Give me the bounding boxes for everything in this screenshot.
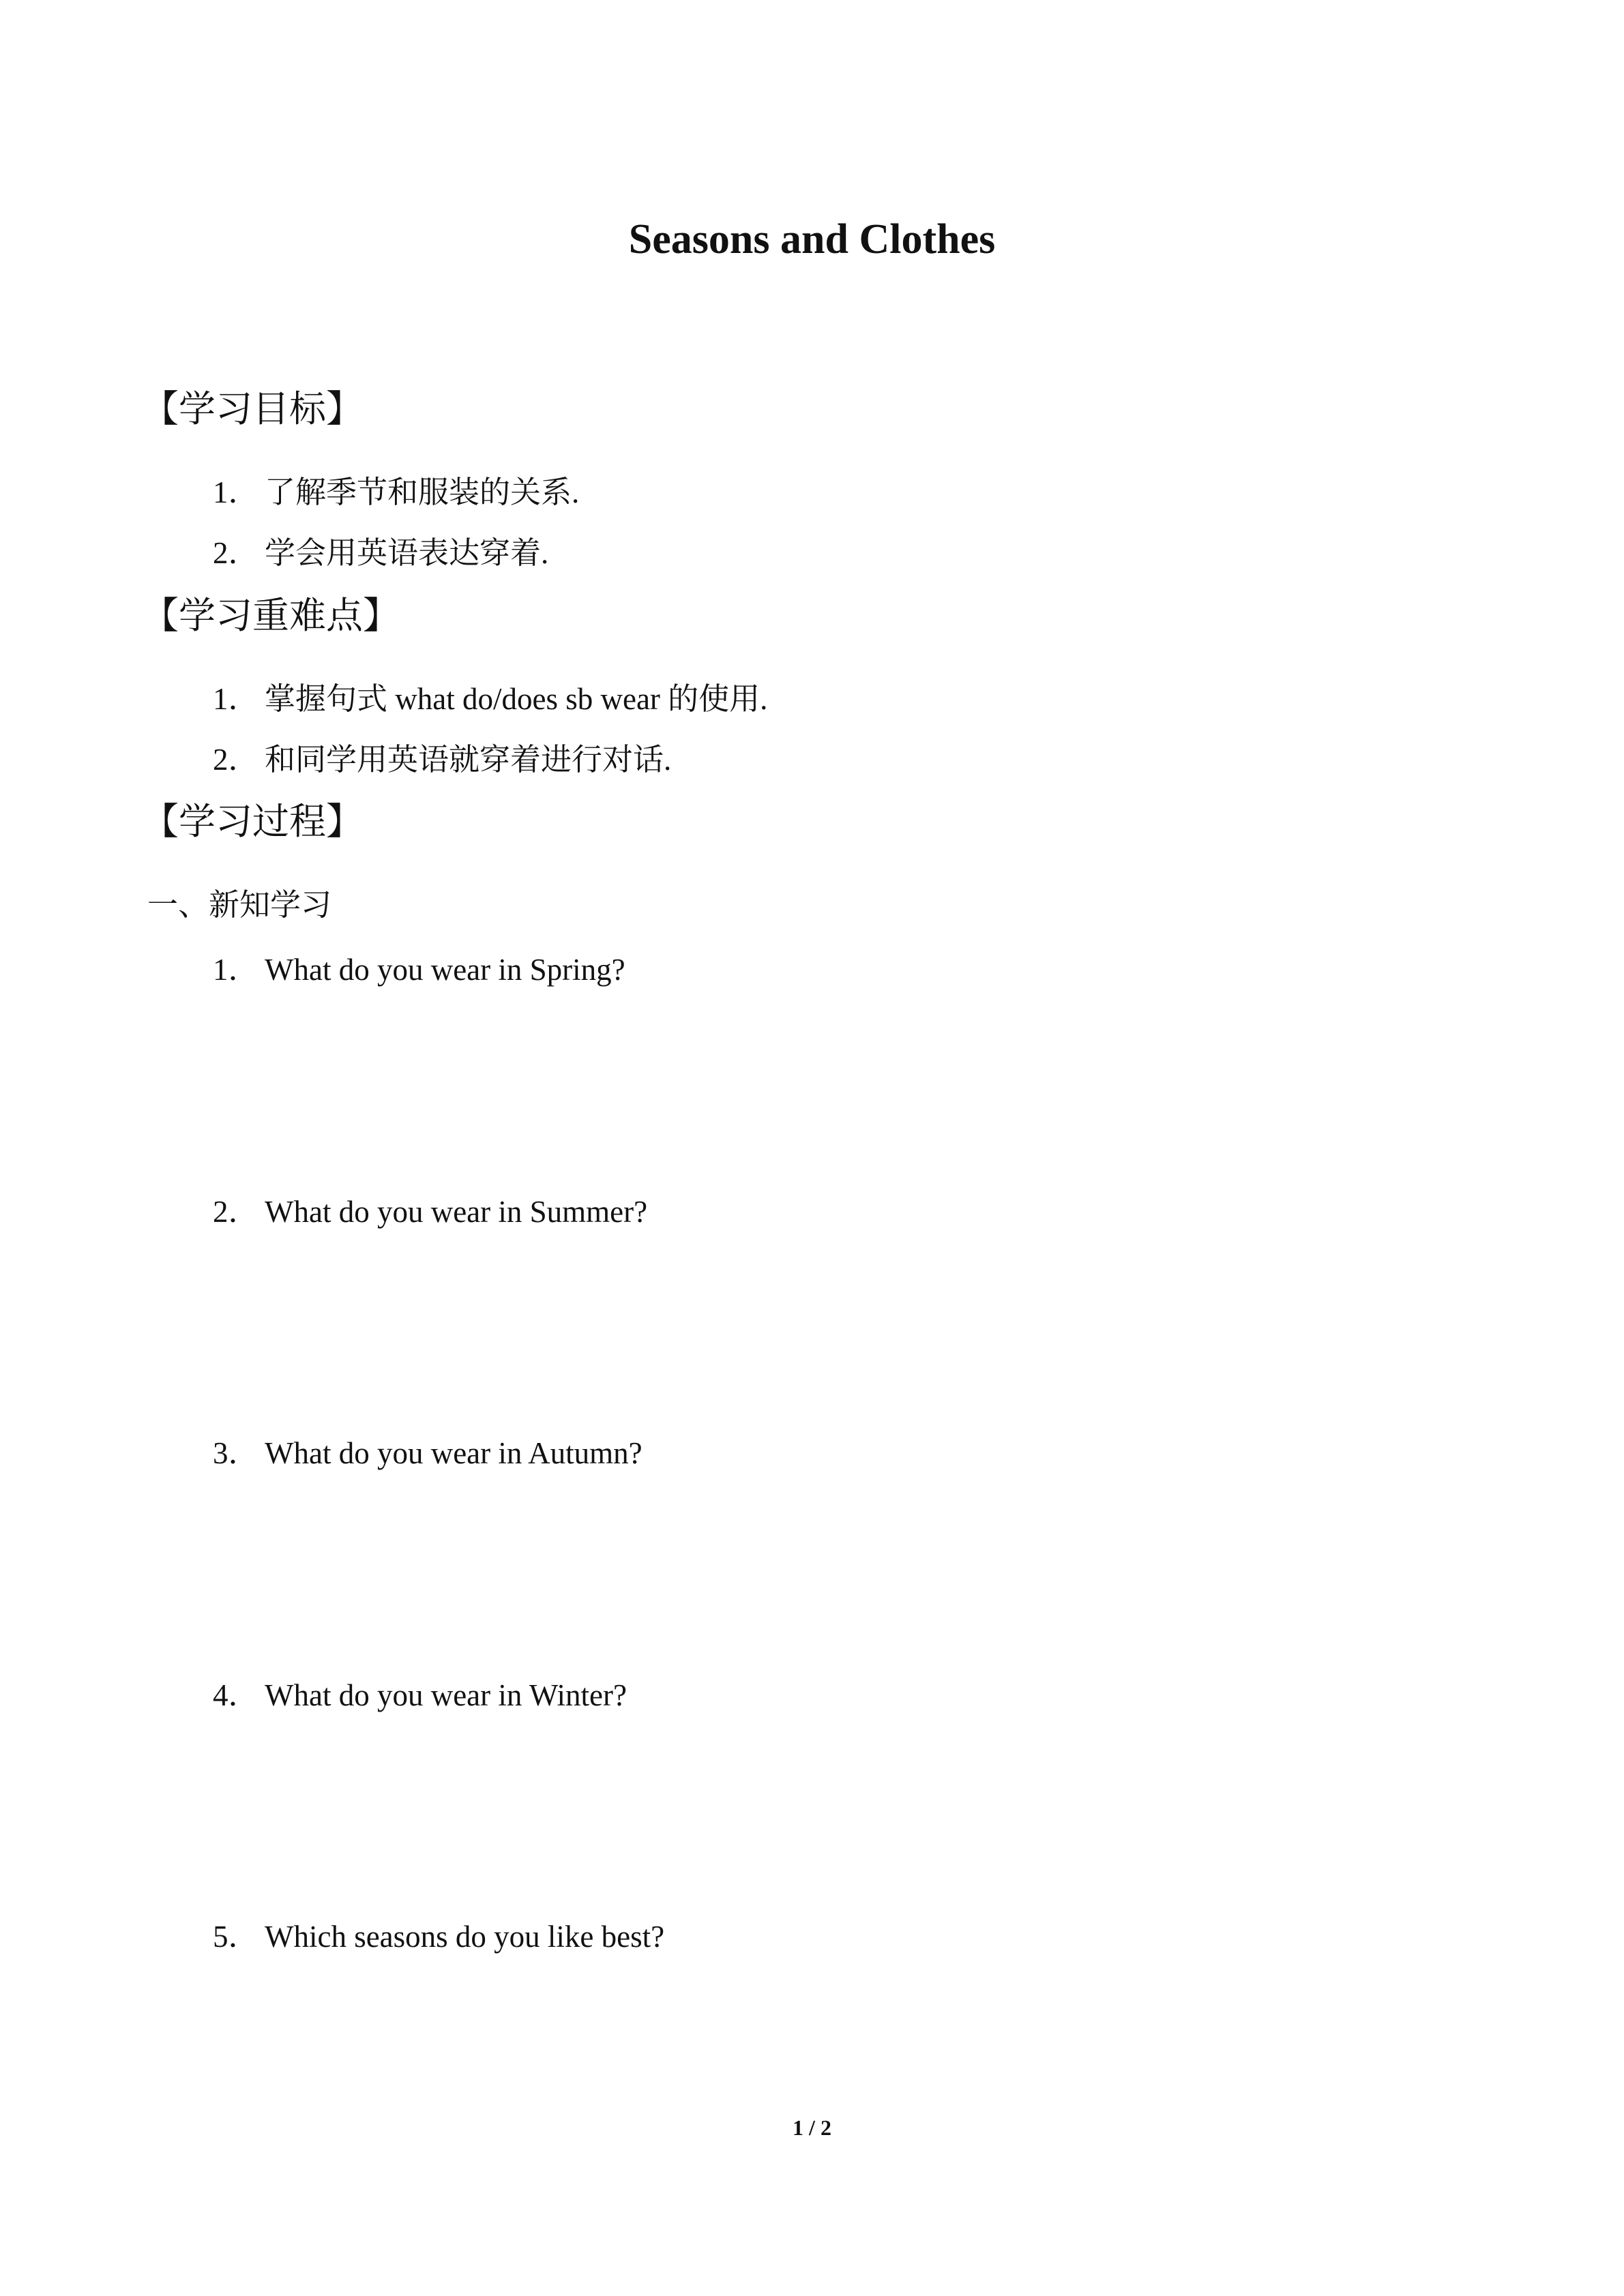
- item-text: 和同学用英语就穿着进行对话.: [265, 743, 672, 777]
- item-text: 掌握句式 what do/does sb wear 的使用.: [265, 682, 768, 716]
- list-item: [213, 679, 767, 719]
- item-number: 4．: [213, 1678, 259, 1712]
- item-number: 2．: [213, 536, 259, 570]
- subsection-label: 一、新知学习: [147, 888, 332, 922]
- question-item: [213, 1191, 647, 1232]
- item-number: 3．: [213, 1436, 259, 1470]
- item-text: 了解季节和服装的关系.: [265, 475, 580, 509]
- item-number: 1．: [213, 953, 259, 987]
- question-item: [213, 949, 625, 990]
- document-title: Seasons and Clothes: [628, 216, 996, 263]
- list-item: [213, 533, 548, 573]
- item-number: 1．: [213, 682, 259, 716]
- item-number: 1．: [213, 475, 259, 509]
- item-number: 2．: [213, 1195, 259, 1229]
- list-item: [213, 472, 579, 513]
- section-heading-process: 【学习过程】: [142, 800, 363, 843]
- question-item: [213, 1675, 627, 1716]
- question-item: [213, 1916, 664, 1957]
- item-text: What do you wear in Autumn?: [265, 1436, 643, 1470]
- item-text: What do you wear in Winter?: [265, 1678, 627, 1712]
- item-text: What do you wear in Summer?: [265, 1195, 648, 1229]
- item-number: 2．: [213, 743, 259, 777]
- section-heading-key-points: 【学习重难点】: [142, 594, 400, 637]
- item-text: Which seasons do you like best?: [265, 1920, 665, 1954]
- page-number: 1 / 2: [793, 2115, 831, 2140]
- question-item: [213, 1433, 643, 1474]
- section-heading-goals: 【学习目标】: [142, 387, 363, 430]
- item-number: 5．: [213, 1920, 259, 1954]
- list-item: [213, 739, 671, 780]
- item-text: 学会用英语表达穿着.: [265, 536, 549, 570]
- item-text: What do you wear in Spring?: [265, 953, 625, 987]
